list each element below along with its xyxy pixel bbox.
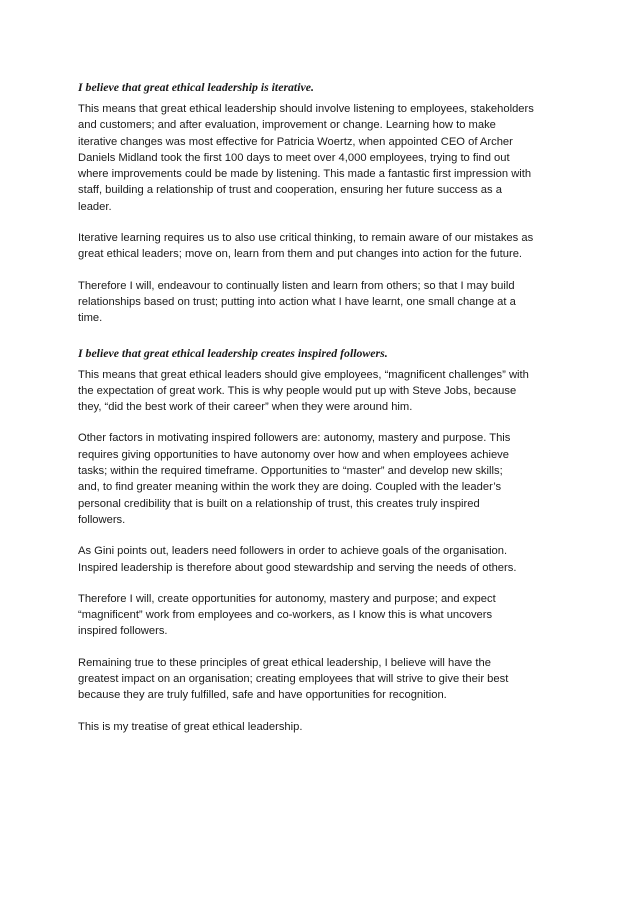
text-line: “magnificent” work from employees and co-workers, as I know this is what uncovers bbox=[78, 609, 493, 622]
text-line: iterative changes was most effective for Patricia Woertz, when appointed CEO of Archer bbox=[78, 135, 513, 148]
text-line: Other factors in motivating inspired followers are: autonomy, mastery and purpose. This bbox=[78, 432, 511, 445]
text-line: Inspired leadership is therefore about good stewardship and serving the needs of others. bbox=[78, 561, 517, 574]
text-line: because they are truly fulfilled, safe and have opportunities for recognition. bbox=[78, 689, 447, 702]
section-iterative bbox=[78, 80, 564, 327]
text-line: inspired followers. bbox=[78, 625, 168, 638]
paragraph bbox=[78, 543, 564, 576]
paragraph bbox=[78, 101, 564, 215]
text-line: This means that great ethical leadership should involve listening to employees, stakeholders bbox=[78, 103, 534, 115]
text-line: greatest impact on an organisation; creating employees that will strive to give their best bbox=[78, 673, 509, 686]
paragraph bbox=[78, 591, 564, 640]
paragraph bbox=[78, 655, 564, 704]
text-line: and customers; and after evaluation, improvement or change. Learning how to make bbox=[78, 119, 496, 132]
text-line: great ethical leaders; move on, learn from them and put changes into action for the future. bbox=[78, 248, 523, 261]
section-inspired-followers bbox=[78, 346, 564, 735]
text-line: the expectation of great work. This is why people would put up with Steve Jobs, because bbox=[78, 384, 517, 397]
paragraph bbox=[78, 230, 564, 263]
text-line: As Gini points out, leaders need followers in order to achieve goals of the organisation. bbox=[78, 545, 508, 558]
paragraph bbox=[78, 719, 564, 735]
text-line: Daniels Midland took the first 100 days to meet over 4,000 employees, trying to find out bbox=[78, 151, 510, 164]
text-line: requires giving opportunities to have autonomy over how and when employees achieve bbox=[78, 448, 509, 461]
text-line: personal credibility that is built on a relationship of trust, this creates truly inspired bbox=[78, 497, 480, 510]
text-line: followers. bbox=[78, 513, 126, 526]
section-heading: I believe that great ethical leadership is iterative. bbox=[78, 80, 314, 94]
paragraph bbox=[78, 278, 564, 327]
document-body bbox=[78, 80, 564, 750]
text-line: tasks; within the required timeframe. Opportunities to “master” and develop new skills; bbox=[78, 465, 503, 478]
text-line: Remaining true to these principles of great ethical leadership, I believe will have the bbox=[78, 656, 491, 669]
text-line: Iterative learning requires us to also use critical thinking, to remain aware of our mistakes as bbox=[78, 232, 534, 245]
text-line: This is my treatise of great ethical leadership. bbox=[78, 720, 303, 733]
section-heading: I believe that great ethical leadership creates inspired followers. bbox=[78, 345, 388, 360]
text-line: leader. bbox=[78, 200, 112, 213]
text-line: Therefore I will, create opportunities for autonomy, mastery and purpose; and expect bbox=[78, 592, 496, 605]
text-line: staff, building a relationship of trust and cooperation, ensuring her future success as a bbox=[78, 184, 502, 197]
paragraph bbox=[78, 430, 564, 528]
text-line: This means that great ethical leaders should give employees, “magnificent challenges” with bbox=[78, 368, 529, 381]
text-line: and, to find greater meaning within the work they are doing. Coupled with the leader’s bbox=[78, 481, 502, 494]
text-line: relationships based on trust; putting into action what I have learnt, one small change at a bbox=[78, 295, 516, 308]
paragraph bbox=[78, 367, 564, 416]
text-line: they, “did the best work of their career” when they were around him. bbox=[78, 401, 413, 414]
text-line: where improvements could be made by listening. This made a fantastic first impression with bbox=[78, 168, 532, 181]
text-line: Therefore I will, endeavour to continually listen and learn from others; so that I may build bbox=[78, 279, 515, 292]
text-line: time. bbox=[78, 312, 103, 325]
